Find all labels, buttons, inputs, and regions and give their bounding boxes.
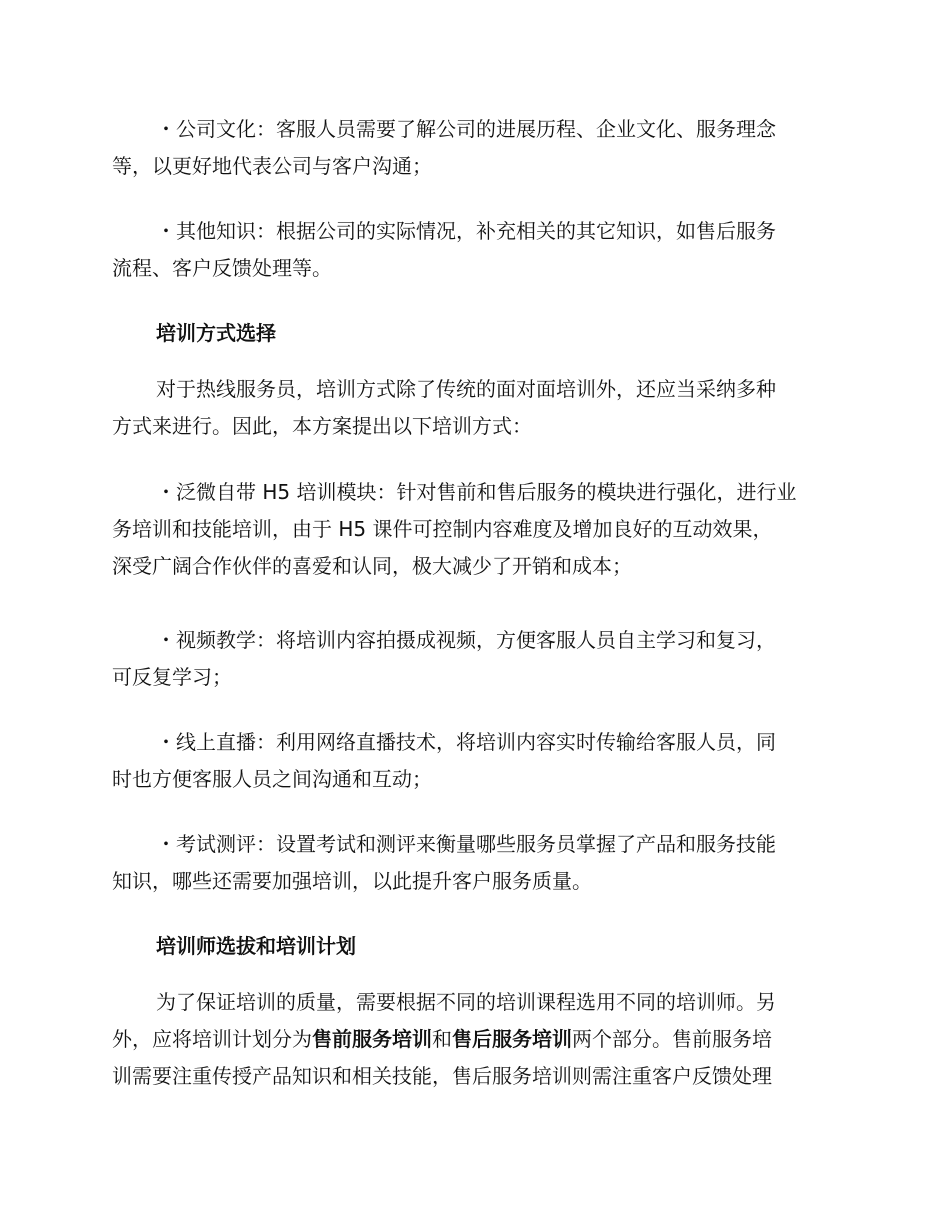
text-segment: 外，应将培训计划分为 (112, 1027, 312, 1051)
text-line: 训需要注重传授产品知识和相关技能，售后服务培训则需注重客户反馈处理 (112, 1064, 772, 1088)
bullet-company-culture (112, 111, 834, 185)
bullet-video-teaching (112, 622, 834, 696)
text-line: ・泛微自带 H5 培训模块：针对售前和售后服务的模块进行强化，进行业 (156, 480, 797, 504)
text-segment: 两个部分。售前服务培 (572, 1027, 772, 1051)
text-line: ・线上直播：利用网络直播技术，将培训内容实时传输给客服人员，同 (156, 730, 776, 754)
bullet-exam-evaluation (112, 826, 834, 900)
section-heading-trainer-selection (112, 928, 834, 965)
text-line: 流程、客户反馈处理等。 (112, 256, 332, 280)
text-line: 务培训和技能培训，由于 H5 课件可控制内容难度及增加良好的互动效果， (112, 517, 773, 541)
text-line: ・公司文化：客服人员需要了解公司的进展历程、企业文化、服务理念 (156, 117, 776, 141)
trainer-plan-paragraph (112, 984, 834, 1095)
section-heading-training-methods (112, 315, 834, 352)
bullet-h5-module (112, 474, 834, 585)
text-line: 知识，哪些还需要加强培训，以此提升客户服务质量。 (112, 869, 592, 893)
text-line-mixed (112, 1021, 834, 1058)
heading-text: 培训方式选择 (156, 321, 276, 345)
text-line: 时也方便客服人员之间沟通和互动； (112, 767, 432, 791)
intro-training-methods (112, 371, 834, 445)
text-line: 对于热线服务员，培训方式除了传统的面对面培训外，还应当采纳多种 (156, 377, 776, 401)
text-line: 深受广阔合作伙伴的喜爱和认同，极大减少了开销和成本； (112, 554, 632, 578)
text-line: 等，以更好地代表公司与客户沟通； (112, 154, 432, 178)
text-line: ・视频教学：将培训内容拍摄成视频，方便客服人员自主学习和复习， (156, 628, 776, 652)
bullet-live-stream (112, 724, 834, 798)
bullet-other-knowledge (112, 213, 834, 287)
bold-term-presales-training: 售前服务培训 (312, 1027, 432, 1051)
text-line: ・其他知识：根据公司的实际情况，补充相关的其它知识，如售后服务 (156, 219, 776, 243)
text-line: ・考试测评：设置考试和测评来衡量哪些服务员掌握了产品和服务技能 (156, 832, 776, 856)
text-line: 可反复学习； (112, 665, 232, 689)
text-line: 方式来进行。因此，本方案提出以下培训方式： (112, 414, 532, 438)
heading-text: 培训师选拔和培训计划 (156, 934, 356, 958)
text-segment: 和 (432, 1027, 452, 1051)
bold-term-aftersales-training: 售后服务培训 (452, 1027, 572, 1051)
text-line: 为了保证培训的质量，需要根据不同的培训课程选用不同的培训师。另 (156, 990, 776, 1014)
